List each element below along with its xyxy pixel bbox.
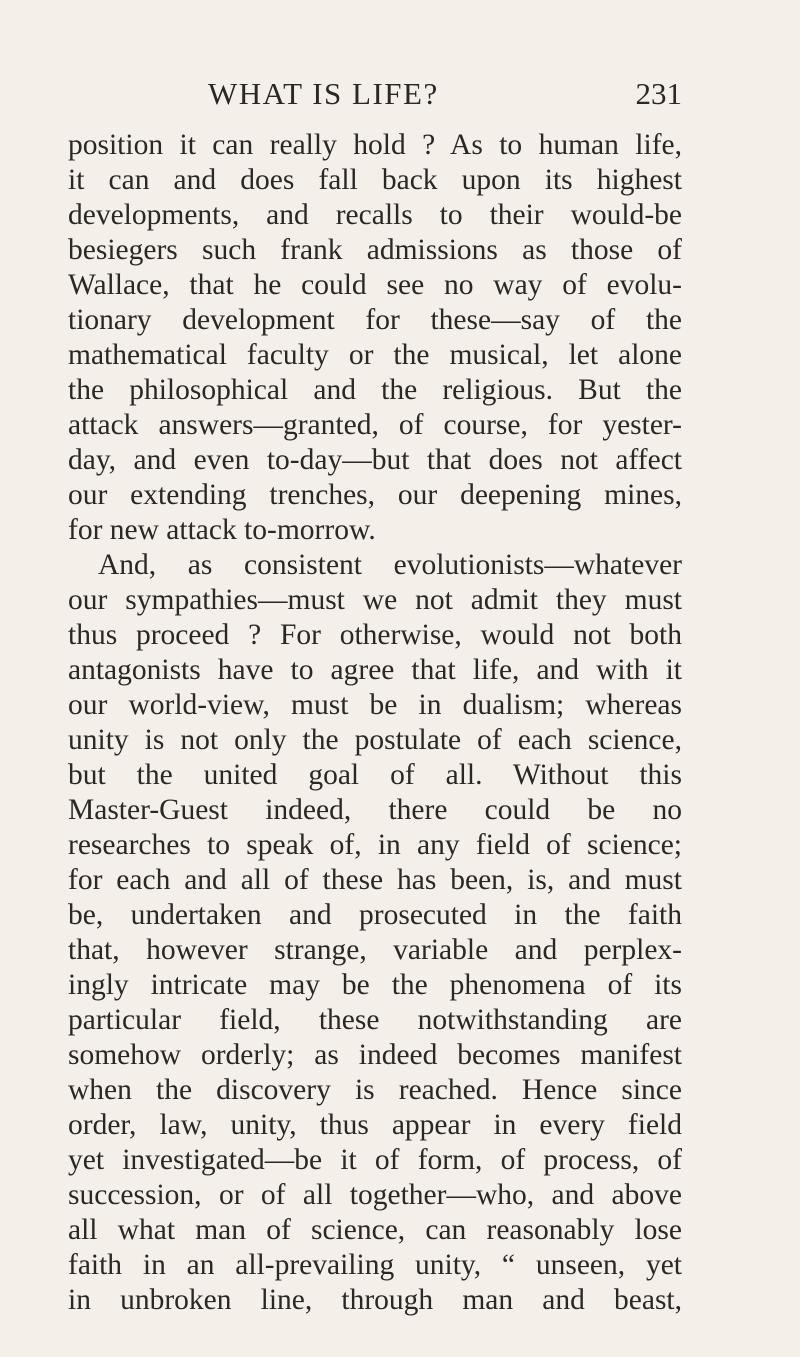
text-line: somehow orderly; as indeed becomes manifest bbox=[68, 1039, 682, 1071]
text-line: yet investigated—be it of form, of process, of bbox=[68, 1144, 682, 1176]
text-line: unity is not only the postulate of each science, bbox=[68, 724, 682, 756]
running-head bbox=[68, 72, 682, 116]
text-line: the philosophical and the religious. But the bbox=[68, 374, 682, 406]
text-line: antagonists have to agree that life, and with it bbox=[68, 654, 682, 686]
running-title: WHAT IS LIFE? bbox=[208, 76, 439, 111]
text-line: faith in an all-prevailing unity, “ unseen, yet bbox=[68, 1249, 682, 1281]
text-line: attack answers—granted, of course, for yester- bbox=[68, 409, 682, 441]
paragraph-start-line: And, as consistent evolutionists—whatever bbox=[98, 549, 682, 581]
text-line: that, however strange, variable and perplex- bbox=[68, 934, 682, 966]
body-text bbox=[68, 128, 682, 1318]
text-line: researches to speak of, in any field of science; bbox=[68, 829, 682, 861]
text-line: tionary development for these—say of the bbox=[68, 304, 682, 336]
text-line: be, undertaken and prosecuted in the faith bbox=[68, 899, 682, 931]
text-line: position it can really hold ? As to human life, bbox=[68, 129, 682, 161]
text-line: ingly intricate may be the phenomena of its bbox=[68, 969, 682, 1001]
text-line: our extending trenches, our deepening mines, bbox=[68, 479, 682, 511]
text-line: in unbroken line, through man and beast, bbox=[68, 1284, 682, 1316]
paragraph-end-line: for new attack to-morrow. bbox=[68, 514, 376, 546]
text-line: but the united goal of all. Without this bbox=[68, 759, 682, 791]
text-line: thus proceed ? For otherwise, would not both bbox=[68, 619, 682, 651]
text-line: for each and all of these has been, is, and must bbox=[68, 864, 682, 896]
text-line: it can and does fall back upon its highest bbox=[68, 164, 682, 196]
text-line: all what man of science, can reasonably lose bbox=[68, 1214, 682, 1246]
text-line: Wallace, that he could see no way of evolu- bbox=[68, 269, 682, 301]
text-line: mathematical faculty or the musical, let alone bbox=[68, 339, 682, 371]
text-line: developments, and recalls to their would-be bbox=[68, 199, 682, 231]
text-line: succession, or of all together—who, and above bbox=[68, 1179, 682, 1211]
text-line: order, law, unity, thus appear in every field bbox=[68, 1109, 682, 1141]
text-line: day, and even to-day—but that does not affect bbox=[68, 444, 682, 476]
text-line: our world-view, must be in dualism; whereas bbox=[68, 689, 682, 721]
page-number: 231 bbox=[635, 76, 682, 111]
text-line: when the discovery is reached. Hence since bbox=[68, 1074, 682, 1106]
text-line: our sympathies—must we not admit they must bbox=[68, 584, 682, 616]
text-line: Master-Guest indeed, there could be no bbox=[68, 794, 682, 826]
text-line: besiegers such frank admissions as those of bbox=[68, 234, 682, 266]
text-line: particular field, these notwithstanding are bbox=[68, 1004, 682, 1036]
